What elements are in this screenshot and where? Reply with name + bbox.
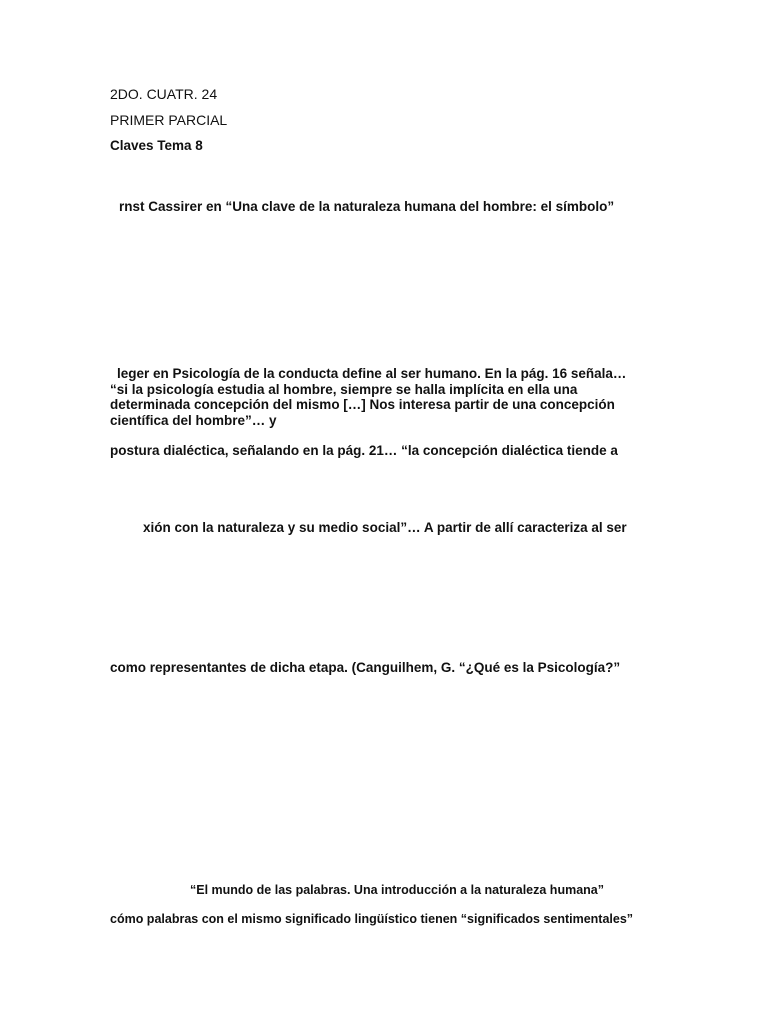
bleger-line-1: leger en Psicología de la conducta define al ser humano. En la pág. 16 señala…	[117, 366, 627, 381]
bleger-line-3: determinada concepción del mismo […] Nos interesa partir de una concepción	[110, 397, 615, 412]
bleger-line-2: “si la psicología estudia al hombre, siempre se halla implícita en ella una	[110, 381, 578, 397]
bleger-paragraph	[110, 366, 670, 428]
mundo-heading: “El mundo de las palabras. Una introducción a la naturaleza humana”	[190, 883, 604, 897]
header-title: Claves Tema 8	[110, 138, 203, 153]
relation-line: xión con la naturaleza y su medio social”… A partir de allí caracteriza al ser	[143, 520, 627, 535]
header-exam: PRIMER PARCIAL	[110, 112, 228, 128]
dialectic-line: postura dialéctica, señalando en la pág. 21… “la concepción dialéctica tiende a	[110, 443, 618, 458]
bleger-line-4: científica del hombre”… y	[110, 412, 277, 428]
palabras-line: cómo palabras con el mismo significado lingüístico tienen “significados sentimentales”	[110, 912, 634, 926]
canguilhem-line: como representantes de dicha etapa. (Canguilhem, G. “¿Qué es la Psicología?”	[110, 660, 621, 675]
header-term: 2DO. CUATR. 24	[110, 86, 218, 102]
cassirer-heading: rnst Cassirer en “Una clave de la naturaleza humana del hombre: el símbolo”	[119, 199, 615, 214]
